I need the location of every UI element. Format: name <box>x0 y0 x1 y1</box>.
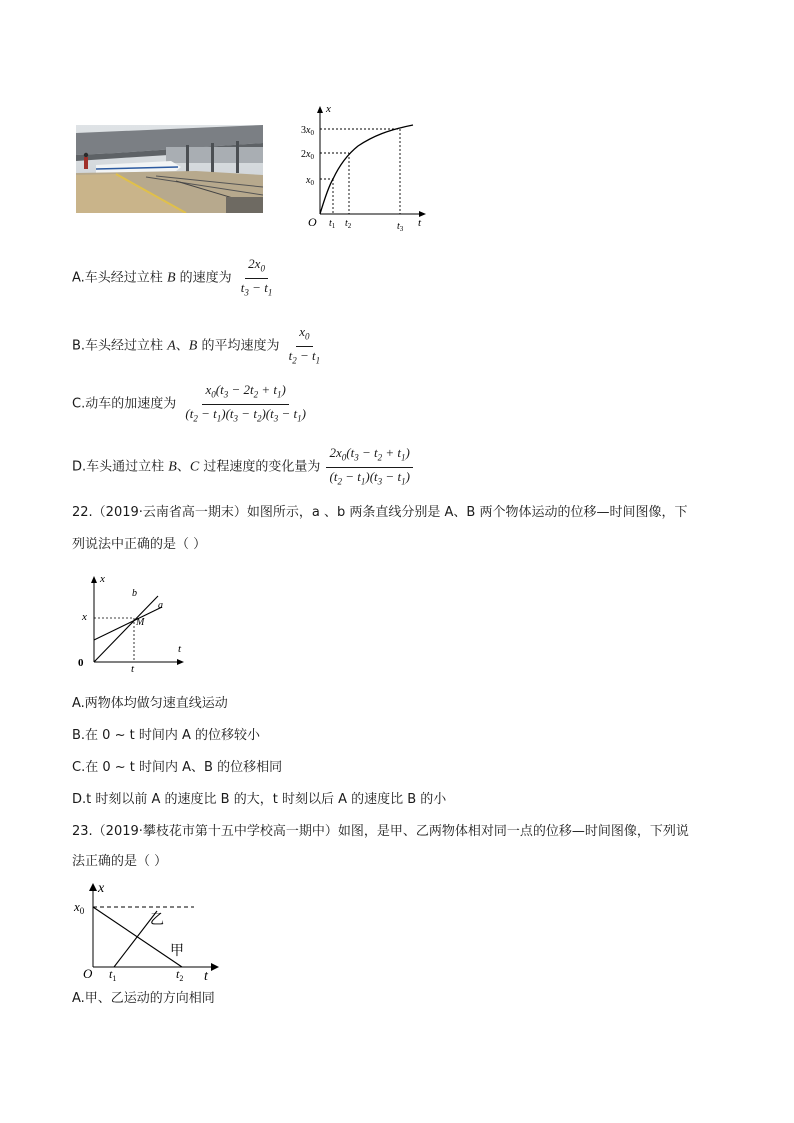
tick-x0: $x_0$ <box>306 175 314 187</box>
q22-xt-graph <box>76 572 188 672</box>
q22-t-mark: t <box>131 663 135 672</box>
origin-label: O <box>308 215 317 229</box>
q23-jia-label: 甲 <box>170 944 184 959</box>
q23-stem-line2: 法正确的是（ ） <box>72 854 168 869</box>
x-axis-label: t <box>418 217 422 229</box>
tick-t2: $t_2$ <box>345 218 352 230</box>
q22-x-mark: x <box>82 611 87 623</box>
q21-option-d <box>72 445 413 489</box>
tick-2x0: $2x_0$ <box>301 149 314 161</box>
q22-stem-line1: 22.（2019·云南省高一期末）如图所示，a 、b 两条直线分别是 A、B 两个物体运动的位移—时间图像，下 <box>72 505 688 520</box>
tick-3x0: $3x_0$ <box>301 125 314 137</box>
q22-x-axis-label: t <box>178 643 182 655</box>
q21-option-d-text: D.车头通过立柱 B、C 过程速度的变化量为 <box>72 459 321 475</box>
q21-option-c <box>72 382 309 426</box>
q21-option-c-text: C.动车的加速度为 <box>72 396 177 412</box>
q23-xt-graph <box>72 878 224 986</box>
curve <box>320 125 413 214</box>
q22-point-m: M <box>136 617 145 628</box>
q23-x0-mark: $x_0$ <box>74 899 85 916</box>
q23-stem-line1: 23.（2019·攀枝花市第十五中学校高一期中）如图，是甲、乙两物体相对同一点的位移—时间图像，下列说 <box>72 824 689 839</box>
q22-line-b-label: b <box>132 588 137 599</box>
q23-y-axis-label: x <box>98 881 105 896</box>
q22-option-d: D.t 时刻以前 A 的速度比 B 的大，t 时刻以后 A 的速度比 B 的小 <box>72 792 447 807</box>
q21-option-b-text: B.车头经过立柱 A、B 的平均速度为 <box>72 338 280 354</box>
tick-t1: $t_1$ <box>329 218 336 230</box>
q21-option-b <box>72 324 323 368</box>
q22-y-axis-label: x <box>100 573 105 585</box>
q23-t2-mark: $t_2$ <box>176 967 184 983</box>
q22-option-c: C.在 0 ~ t 时间内 A、B 的位移相同 <box>72 760 283 775</box>
q21-option-b-fraction: $\frac{x_0}{t_2 - t_1}$ <box>288 324 321 366</box>
q21-option-c-fraction: $\frac{x_0(t_3 - 2t_2 + t_1)}{(t_2 - t_1)(t_3 - t_2)(t_3 - t_1)}$ <box>185 382 306 424</box>
y-axis-label: x <box>326 104 331 115</box>
tick-t3: $t_3$ <box>397 221 404 233</box>
q21-option-a-text: A.车头经过立柱 B 的速度为 <box>72 270 232 286</box>
q21-option-d-fraction: $\frac{2x_0(t_3 - t_2 + t_1)}{(t_2 - t_1)(t_3 - t_1)}$ <box>326 445 412 489</box>
q21-option-a <box>72 256 275 300</box>
q22-option-b: B.在 0 ~ t 时间内 A 的位移较小 <box>72 728 260 743</box>
q23-x-axis-label: t <box>204 969 208 984</box>
q23-origin-label: O <box>83 966 93 981</box>
q22-origin-label: 0 <box>78 657 84 669</box>
q21-option-a-fraction: $\frac{2x_0}{t_3 - t_1}$ <box>240 256 273 298</box>
q21-xt-graph <box>298 104 430 236</box>
q22-option-a: A.两物体均做匀速直线运动 <box>72 696 228 711</box>
y-axis-arrow <box>317 106 323 113</box>
train-station-photo <box>76 125 263 213</box>
q23-yi-label: 乙 <box>150 913 164 928</box>
line-a <box>94 607 162 640</box>
line-b <box>94 596 158 662</box>
q22-stem-line2: 列说法中正确的是（ ） <box>72 537 207 552</box>
q22-line-a-label: a <box>158 600 163 611</box>
q23-option-a: A.甲、乙运动的方向相同 <box>72 991 215 1006</box>
q23-t1-mark: $t_1$ <box>109 967 117 983</box>
